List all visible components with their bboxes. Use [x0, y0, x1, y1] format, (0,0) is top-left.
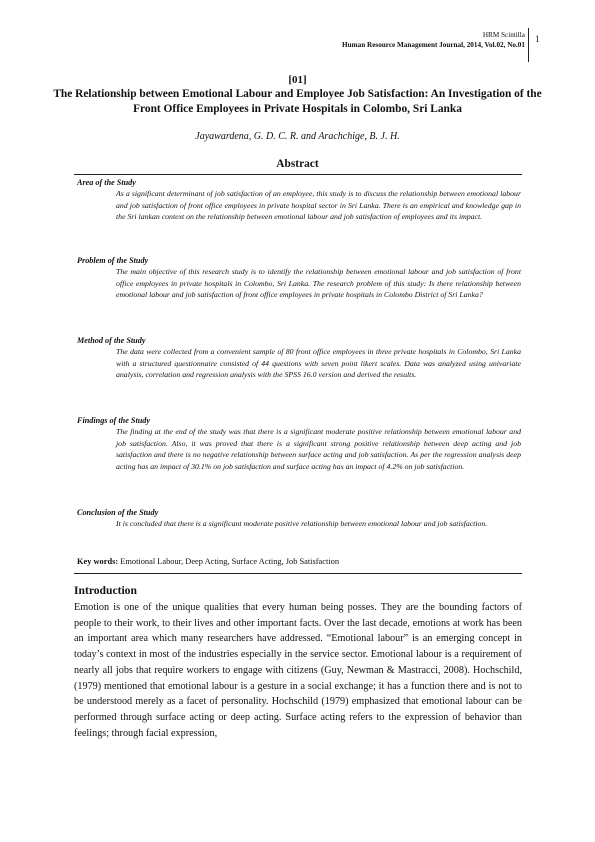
introduction-heading: Introduction	[74, 584, 137, 597]
keywords-label: Key words:	[77, 557, 119, 566]
abstract-heading: Abstract	[276, 158, 319, 170]
section-text: The data were collected from a convenient sample of 80 front office employees in three private hospitals in Colombo, Sri Lanka with a structured questionnaire consisted of 44 questions with seven point likert scales. Data was analyzed using univariate analysis, correlation and regression analysis with the SPSS 16.0 version and derived the results.	[116, 347, 521, 380]
section-heading: Conclusion of the Study	[77, 508, 159, 517]
section-text: The finding at the end of the study was that there is a significant moderate positive relationship between emotional labour and job satisfaction. Also, it was proved that there is a significant strong positive relationship between deep acting and job satisfaction and there is no negative relationship between surface acting and job satisfaction. As per the regression analysis deep acting has an impact of 30.1% on job satisfaction and surface acting has an impact of 4.2% on job satisfaction.	[116, 427, 521, 471]
abstract-section-method	[77, 335, 521, 381]
section-heading: Problem of the Study	[77, 256, 149, 265]
section-heading: Findings of the Study	[77, 416, 151, 425]
abstract-section-conclusion	[77, 507, 521, 530]
abstract-section-findings	[77, 415, 521, 472]
section-text: As a significant determinant of job satisfaction of an employee, this study is to discuss the relationship between emotional labour and job satisfaction of front office employees in private hospital sector in Sri Lanka. There is an empirical and knowledge gap in the Sri lankan context on the relationship between emotional labour and job satisfaction of employees and its impact.	[116, 189, 521, 222]
abstract-box	[74, 174, 522, 574]
journal-short-name: HRM Scintilla	[482, 31, 525, 39]
abstract-section-problem	[77, 255, 521, 301]
abstract-section-area	[77, 177, 521, 223]
paper-number: [01]	[288, 74, 307, 86]
keywords-list: Emotional Labour, Deep Acting, Surface Acting, Job Satisfaction	[120, 557, 340, 566]
paper-authors: Jayawardena, G. D. C. R. and Arachchige, B. J. H.	[195, 131, 400, 142]
header-divider	[528, 28, 529, 62]
keywords-line	[77, 557, 521, 566]
introduction-text: Emotion is one of the unique qualities that every human being posses. They are the bounding factors of people to their work, to their lives and other important facts. Over the last decade, emotions at work has been an important area which many researchers have addressed. “Emotional labour” is an emerging concept in today’s context in most of the industries especially in the service sector. Emotional labour is a requirement of nearly all jobs that require workers to engage with citizens (Guy, Newman & Mastracci, 2008). Hochschild, (1979) mentioned that emotional labour is a gesture in a social exchange; it has a function there and is not to be understood merely as a facet of personality. Hochschild (1979) emphasized that emotional labour can be performed through surface acting or deep acting. Surface acting refers to the expression of behavior than feelings; through facial expression,	[74, 602, 522, 739]
paper-title: The Relationship between Emotional Labour and Employee Job Satisfaction: An Investigation of the Front Office Employees in Private Hospitals in Colombo, Sri Lanka	[53, 88, 542, 115]
section-heading: Area of the Study	[77, 178, 136, 187]
page-number: 1	[535, 34, 540, 44]
section-text: The main objective of this research study is to identify the relationship between emotional labour and job satisfaction of front office employees in private hospitals in Colombo, Sri Lanka. The research problem of this study: Is there relationship between emotional labour and job satisfaction of front office employees in private hospitals in Colombo District of Sri Lanka?	[116, 267, 521, 300]
journal-full-name: Human Resource Management Journal, 2014, Vol.02, No.01	[342, 41, 525, 49]
section-text: It is concluded that there is a significant moderate positive relationship between emotional labour and job satisfaction.	[116, 519, 488, 528]
running-header	[342, 30, 525, 50]
section-heading: Method of the Study	[77, 336, 146, 345]
